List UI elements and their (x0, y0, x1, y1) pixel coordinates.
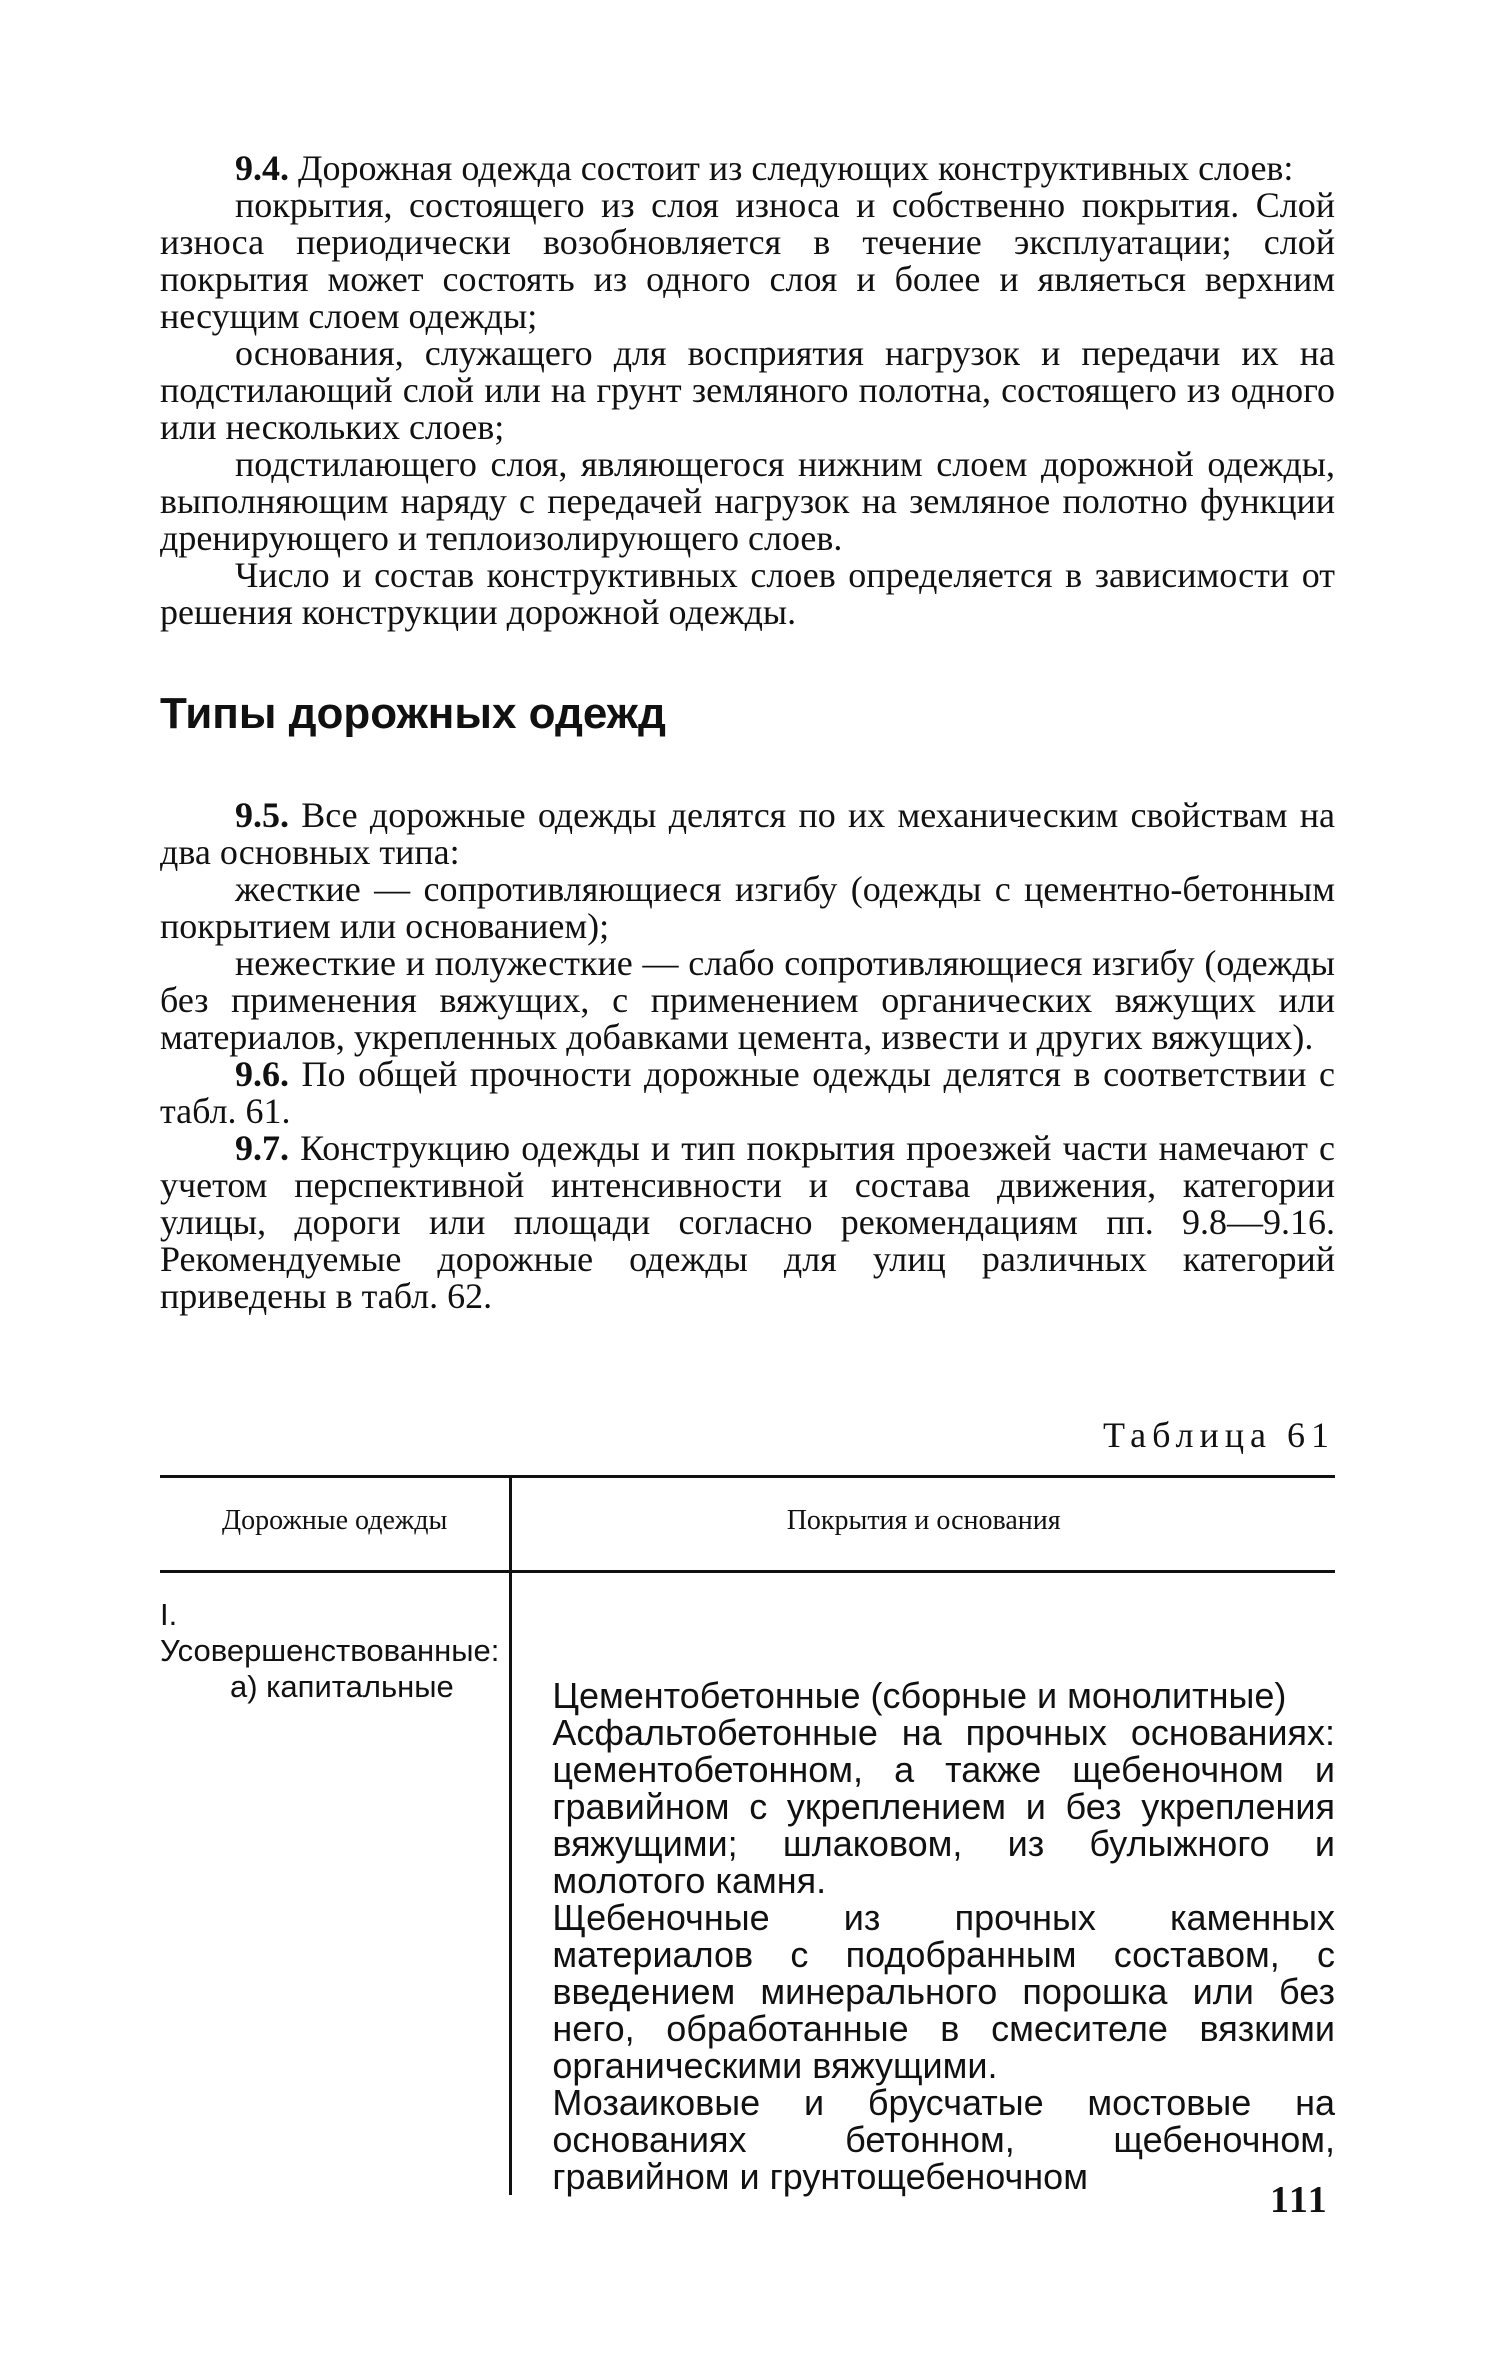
clause-text: Дорожная одежда состоит из следующих конструктивных слоев: (298, 148, 1294, 188)
column-header-surfaces: Покрытия и основания (511, 1477, 1335, 1572)
paragraph-9-4-base: основания, служащего для восприятия нагрузок и передачи их на подстилающий слой или на грунт земляного полотна, состоящего из одного или нескольких слоев; (160, 333, 1335, 447)
page-number: 111 (1270, 2179, 1329, 2221)
surface-entry: Мозаиковые и брусчатые мостовые на основаниях бетонном, щебеночном, гравийном и грунтощебеночном (552, 2082, 1335, 2197)
surface-entry: Асфальтобетонные на прочных основаниях: цементобетонном, а также щебеночном и гравийном с укреплением и без укрепления вяжущими; шлаковом, из булыжного и молотого камня. (552, 1712, 1335, 1901)
pavement-type-cell (160, 1572, 511, 2196)
clause-number: 9.5. (235, 795, 289, 835)
paragraph-9-5-rigid: жесткие — сопротивляющиеся изгибу (одежды с цементно-бетонным покрытием или основанием); (160, 869, 1335, 946)
table-caption: Таблица 61 (1103, 1415, 1335, 1455)
table-row (160, 1572, 1335, 2196)
surfaces-cell (511, 1572, 1335, 2196)
paragraph-9-5-nonrigid: нежесткие и полужесткие — слабо сопротивляющиеся изгибу (одежды без применения вяжущих, с применением органических вяжущих или материалов, укрепленных добавками цемента, извести и других вяжущих). (160, 943, 1335, 1057)
paragraph-9-6 (160, 1056, 1335, 1130)
clause-text: По общей прочности дорожные одежды делятся в соответствии с табл. 61. (160, 1054, 1336, 1131)
pavement-group: I. Усовершенствованные: (160, 1597, 500, 1668)
section-heading: Типы дорожных одежд (160, 689, 666, 738)
clause-number: 9.7. (235, 1128, 289, 1168)
paragraph-9-5-intro (160, 797, 1335, 871)
column-header-pavements: Дорожные одежды (160, 1477, 511, 1572)
surface-entry: Цементобетонные (сборные и монолитные) (552, 1675, 1287, 1716)
pavement-subtype: а) капитальные (230, 1669, 454, 1704)
paragraph-9-4-sublayer: подстилающего слоя, являющегося нижним слоем дорожной одежды, выполняющим наряду с передачей нагрузок на земляное полотно функции дренирующего и теплоизолирующего слоев. (160, 444, 1335, 558)
clause-text: Все дорожные одежды делятся по их механическим свойствам на два основных типа: (160, 795, 1335, 872)
table-61 (160, 1475, 1335, 2195)
clause-text: Конструкцию одежды и тип покрытия проезжей части намечают с учетом перспективной интенсивности и состава движения, категории улицы, дороги или площади согласно рекомендациям пп. 9.8—9.16. Рекомендуемые дорожные одежды для улиц различных категорий приведены в табл. 62. (160, 1128, 1335, 1316)
table-header-row (160, 1477, 1335, 1572)
page-content (160, 150, 1335, 2195)
paragraph-9-4-coating: покрытия, состоящего из слоя износа и собственно покрытия. Слой износа периодически возобновляется в течение эксплуатации; слой покрытия может состоять из одного слоя и более и являеться верхним несущим слоем одежды; (160, 185, 1335, 336)
clause-number: 9.4. (235, 148, 289, 188)
paragraph-9-7 (160, 1130, 1335, 1315)
surface-entry: Щебеночные из прочных каменных материалов с подобранным составом, с введением минерального порошка или без него, обработанные в смесителе вязкими органическими вяжущими. (552, 1897, 1335, 2086)
paragraph-9-4-count: Число и состав конструктивных слоев определяется в зависимости от решения конструкции дорожной одежды. (160, 555, 1335, 632)
clause-number: 9.6. (235, 1054, 289, 1094)
paragraph-9-4-intro (160, 150, 1335, 187)
